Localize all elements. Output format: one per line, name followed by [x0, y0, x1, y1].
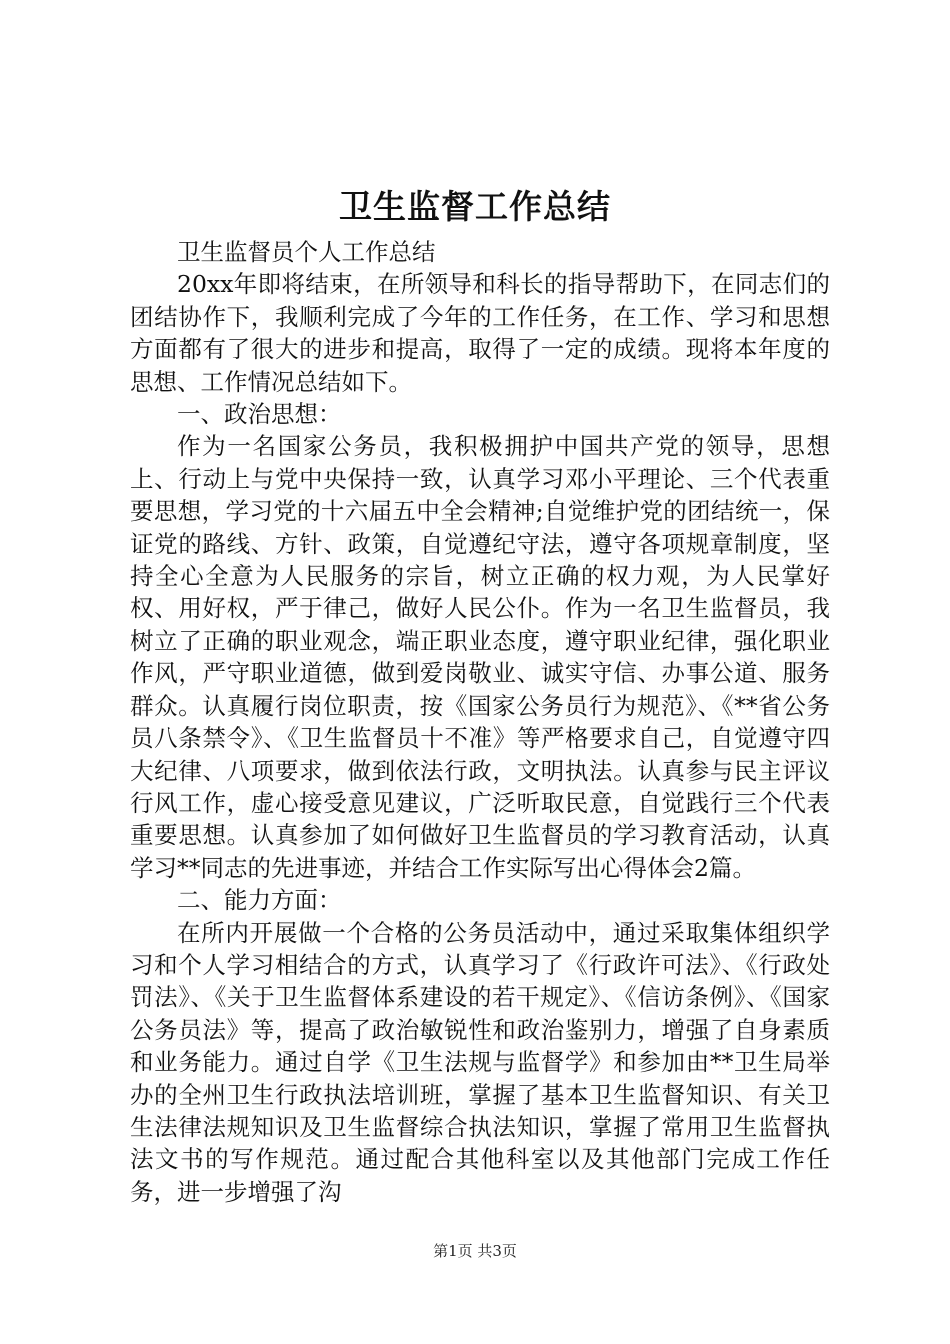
document-title: 卫生监督工作总结	[339, 187, 611, 226]
document-body	[130, 236, 830, 1208]
subtitle-paragraph: 卫生监督员个人工作总结	[177, 238, 436, 266]
section-heading-politics: 一、政治思想：	[177, 400, 342, 429]
section-heading-ability: 二、能力方面：	[177, 886, 342, 915]
page-footer: 第1页 共3页	[433, 1242, 517, 1260]
ability-paragraph: 在所内开展做一个合格的公务员活动中，通过采取集体组织学习和个人学习相结合的方式，认真学习了《行政许可法》、《行政处罚法》、《关于卫生监督体系建设的若干规定》、《信访条例》、《国家公务员法》等，提高了政治敏锐性和政治鉴别力，增强了自身素质和业务能力。通过自学《卫生法规与监督学》和参加由**卫生局举办的全州卫生行政执法培训班，掌握了基本卫生监督知识、有关卫生法律法规知识及卫生监督综合执法知识，掌握了常用卫生监督执法文书的写作规范。通过配合其他科室以及其他部门完成工作任务，进一步增强了沟	[130, 918, 830, 1206]
intro-paragraph: 20xx年即将结束，在所领导和科长的指导帮助下，在同志们的团结协作下，我顺利完成了今年的工作任务，在工作、学习和思想方面都有了很大的进步和提高，取得了一定的成绩。现将本年度的思想、工作情况总结如下。	[130, 270, 830, 396]
politics-paragraph: 作为一名国家公务员，我积极拥护中国共产党的领导，思想上、行动上与党中央保持一致，认真学习邓小平理论、三个代表重要思想，学习党的十六届五中全会精神;自觉维护党的团结统一，保证党的路线、方针、政策，自觉遵纪守法，遵守各项规章制度，坚持全心全意为人民服务的宗旨，树立正确的权力观，为人民掌好权、用好权，严于律己，做好人民公仆。作为一名卫生监督员，我树立了正确的职业观念，端正职业态度，遵守职业纪律，强化职业作风，严守职业道德，做到爱岗敬业、诚实守信、办事公道、服务群众。认真履行岗位职责，按《国家公务员行为规范》、《**省公务员八条禁令》、《卫生监督员十不准》等严格要求自己，自觉遵守四大纪律、八项要求，做到依法行政，文明执法。认真参与民主评议行风工作，虚心接受意见建议，广泛听取民意，自觉践行三个代表重要思想。认真参加了如何做好卫生监督员的学习教育活动，认真学习**同志的先进事迹，并结合工作实际写出心得体会2篇。	[130, 432, 830, 882]
